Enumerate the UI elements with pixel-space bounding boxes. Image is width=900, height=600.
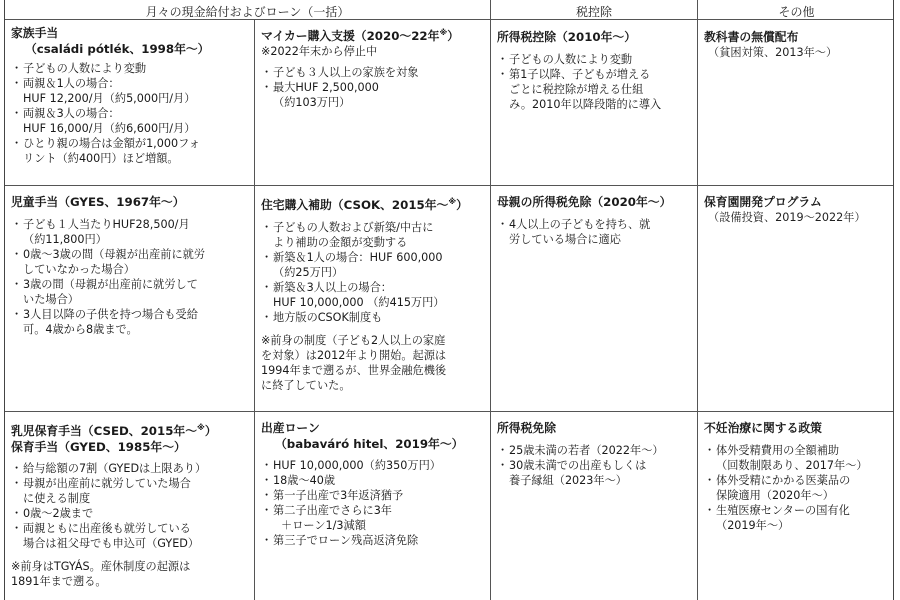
list-item: ・ 第1子以降、子どもが増える ごとに税控除が増える仕組 み。2010年以降段階的に導入 — [497, 67, 693, 112]
list-item: ・ 3歳の間（母親が出産前に就労して いた場合） — [11, 277, 251, 307]
cell-list — [704, 443, 892, 533]
cell-title: 所得税免除 — [497, 421, 556, 435]
cell-list — [261, 220, 487, 325]
list-item: ・ 第三子でローン残高返済免除 — [261, 533, 487, 548]
list-item: ・ 3人目以降の子供を持つ場合も受給 可。4歳から8歳まで。 — [11, 307, 251, 337]
cell-title: マイカー購入支援（2020～22年※） — [261, 28, 460, 43]
list-item: ・ 4人以上の子どもを持ち、就 労している場合に適応 — [497, 217, 693, 247]
header-other: その他 — [778, 5, 815, 19]
list-item: ・ 母親が出産前に就労していた場合 に使える制度 — [11, 476, 251, 506]
col-divider-ab — [254, 19, 255, 600]
list-item: ・ 両親ともに出産後も就労している 場合は祖父母でも申込可（GYED） — [11, 521, 251, 551]
cell-note: ※前身はTGYÁS。産休制度の起源は 1891年まで遡る。 — [11, 559, 191, 588]
list-item: ・ 25歳未満の若者（2022年～） — [497, 443, 693, 458]
cell-birth-loan — [261, 420, 487, 548]
cell-title: 保育園開発プログラム — [704, 195, 822, 209]
cell-title: 出産ローン — [261, 421, 320, 435]
cell-subtitle: （貧困対策、2013年～） — [708, 46, 838, 59]
cell-title: 住宅購入補助（CSOK、2015年～※） — [261, 197, 468, 212]
list-item: ・ 子どもの人数により変動 — [497, 52, 693, 67]
cell-family-allowance — [11, 25, 251, 166]
cell-list — [497, 443, 693, 488]
cell-income-tax-exemption — [497, 420, 693, 488]
list-item: ・ 両親＆3人の場合： HUF 16,000/月（約6,600円/月） — [11, 106, 251, 136]
row-divider-1 — [5, 185, 893, 186]
col-divider-cd — [697, 0, 698, 600]
cell-car-purchase-support — [261, 25, 487, 110]
cell-housing-subsidy — [261, 194, 487, 393]
list-item: ・ HUF 10,000,000（約350万円） — [261, 458, 487, 473]
cell-title: 家族手当 — [11, 26, 59, 40]
header-tax-deduction: 税控除 — [575, 5, 612, 19]
cell-infant-care-allowance — [11, 420, 251, 589]
cell-title-secondary: 保育手当（GYED、1985年～） — [11, 439, 186, 454]
list-item: ・ 新築＆3人以上の場合： HUF 10,000,000 （約415万円） — [261, 280, 487, 310]
list-item: ・ 子ども３人以上の家族を対象 — [261, 65, 487, 80]
cell-child-allowance — [11, 194, 251, 337]
cell-title: 母親の所得税免除（2020年～） — [497, 195, 672, 209]
cell-note: ※前身の制度（子ども2人以上の家庭 を対象）は2012年より開始。起源は 1994年まで遡るが、世界金融危機後 に終了していた。 — [261, 333, 447, 392]
list-item: ・ 生殖医療センターの国有化 （2019年～） — [704, 503, 892, 533]
list-item: ・ 新築＆1人の場合：HUF 600,000 （約25万円） — [261, 250, 487, 280]
cell-list — [261, 65, 487, 110]
list-item: ・ 子どもの人数により変動 — [11, 61, 251, 76]
list-item: ・ ひとり親の場合は金額が1,000フォ リント（約400円）ほど増額。 — [11, 136, 251, 166]
row-divider-2 — [5, 411, 893, 412]
list-item: ・ 最大HUF 2,500,000 （約103万円） — [261, 80, 487, 110]
cell-list — [497, 52, 693, 112]
list-item: ・ 両親＆1人の場合： HUF 12,200/月（約5,000円/月） — [11, 76, 251, 106]
list-item: ・ 30歳未満での出産もしくは 養子縁組（2023年～） — [497, 458, 693, 488]
list-item: ・ 18歳～40歳 — [261, 473, 487, 488]
header-cash-loans: 月々の現金給付およびローン（一括） — [145, 5, 350, 19]
cell-fertility-policy — [704, 420, 892, 533]
cell-list — [11, 217, 251, 337]
list-item: ・ 体外受精にかかる医薬品の 保険適用（2020年～） — [704, 473, 892, 503]
list-item: ・ 体外受精費用の全額補助 （回数制限あり、2017年～） — [704, 443, 892, 473]
list-item: ・ 地方版のCSOK制度も — [261, 310, 487, 325]
cell-subtitle: （設備投資、2019～2022年） — [708, 211, 866, 224]
cell-note: ※2022年末から停止中 — [261, 44, 378, 58]
list-item: ・ 子どもの人数および新築/中古に より補助の金額が変動する — [261, 220, 487, 250]
cell-list — [261, 458, 487, 548]
cell-title: 不妊治療に関する政策 — [704, 421, 822, 435]
list-item: ・ 0歳～2歳まで — [11, 506, 251, 521]
list-item: ・ 0歳～3歳の間（母親が出産前に就労 していなかった場合） — [11, 247, 251, 277]
list-item: ・ 給与総額の7割（GYEDは上限あり） — [11, 461, 251, 476]
list-item: ・ 第二子出産でさらに3年 ＋ローン1/3減額 — [261, 503, 487, 533]
list-item: ・ 第一子出産で3年返済猶予 — [261, 488, 487, 503]
cell-title: 教科書の無償配布 — [704, 30, 799, 44]
cell-list — [497, 217, 693, 247]
cell-subtitle: （családi pótlék、1998年～） — [25, 42, 210, 56]
cell-income-tax-deduction — [497, 29, 693, 112]
list-item: ・ 子ども１人当たりHUF28,500/月 （約11,800円） — [11, 217, 251, 247]
cell-list — [11, 461, 251, 551]
cell-subtitle: （babaváró hitel、2019年～） — [275, 437, 464, 451]
cell-free-textbooks — [704, 29, 892, 60]
cell-list — [11, 61, 251, 166]
col-divider-bc — [490, 0, 491, 600]
cell-title: 所得税控除（2010年～） — [497, 30, 637, 44]
cell-title: 児童手当（GYES、1967年～） — [11, 195, 185, 209]
cell-nursery-program — [704, 194, 892, 225]
cell-title: 乳児保育手当（CSED、2015年～※） — [11, 423, 217, 438]
policy-table — [4, 0, 894, 600]
cell-mother-tax-exemption — [497, 194, 693, 247]
